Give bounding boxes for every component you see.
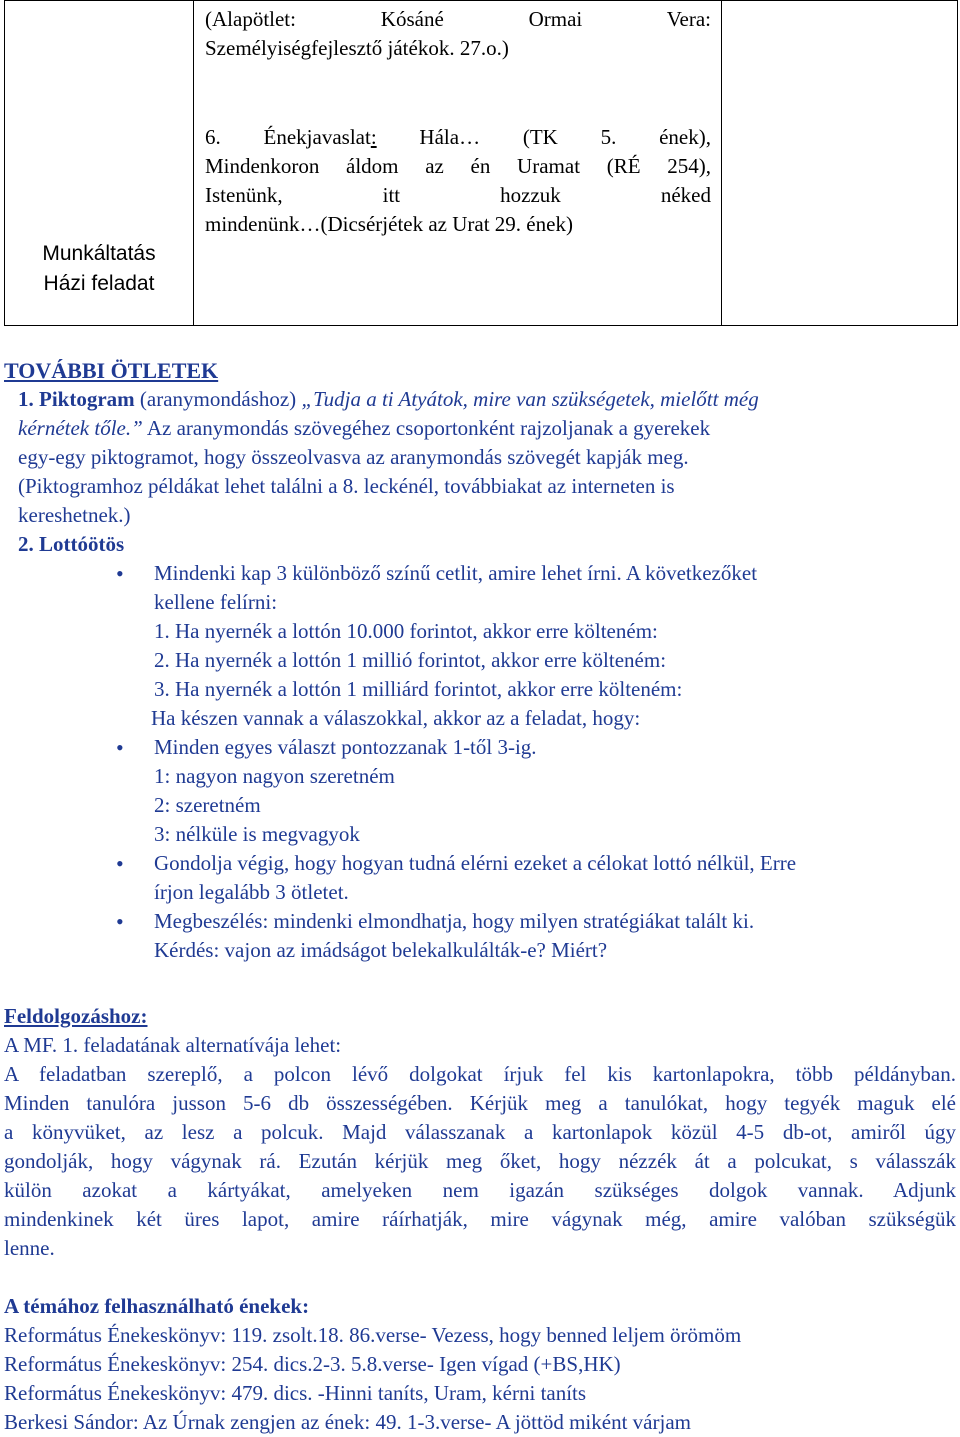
processing-heading: Feldolgozáshoz: — [4, 1004, 148, 1028]
score-2: 2: szeretném — [154, 793, 261, 817]
ideas-section — [4, 356, 956, 965]
label-hazi-feladat: Házi feladat — [43, 272, 155, 295]
processing-line-3: a könyvüket, az lesz a polcuk. Majd válasszanak a kartonlapok közül 4-5 db-ot, amiről úgy — [4, 1120, 956, 1144]
bullet-icon: • — [116, 909, 124, 934]
processing-line-4: gondolják, hogy vágynak rá. Ezután kérjük meg őket, hogy nézzék át a polcukat, s válasszák — [4, 1149, 956, 1173]
song-suggestion-colon: : — [370, 125, 377, 149]
item1-number: 1. — [18, 387, 34, 411]
lotto-question-3: 3. Ha nyernék a lottón 1 milliárd forintot, akkor erre költeném: — [154, 677, 683, 701]
song-1: Református Énekeskönyv: 119. zsolt.18. 86.verse- Vezess, hogy benned leljem örömöm — [4, 1323, 742, 1347]
processing-line-2: Minden tanulóra jusson 5-6 db összességében. Kérjük meg a tanulókat, hogy tegyék maguk elé — [4, 1091, 956, 1115]
songs-heading: A témához felhasználható énekek: — [4, 1294, 310, 1318]
table-column-divider — [193, 1, 194, 325]
processing-line-7: lenne. — [4, 1236, 55, 1260]
source-line-1: (Alapötlet: Kósáné Ormai Vera: — [205, 7, 711, 31]
song-suggestion-line-2: Mindenkoron áldom az én Uramat (RÉ 254), — [205, 154, 711, 178]
lotto-question-2: 2. Ha nyernék a lottón 1 millió forintot, akkor erre költeném: — [154, 648, 667, 672]
song-suggestion-rest: Hála… (TK 5. ének), — [376, 125, 711, 149]
ideas-heading: TOVÁBBI ÖTLETEK — [4, 358, 219, 383]
bullet-item-4 — [4, 907, 956, 965]
item1-quote-a: „Tudja a ti Atyátok, mire van szükségetek, mielőtt még — [301, 387, 759, 411]
songs-section — [4, 1292, 956, 1437]
table-middle-cell — [205, 5, 711, 239]
bullet-3-line-a: Gondolja végig, hogy hogyan tudná elérni ezeket a célokat lottó nélkül, Erre — [154, 851, 797, 875]
song-suggestion-line-4: mindenünk…(Dicsérjétek az Urat 29. ének) — [205, 212, 573, 236]
bullet-1-line-a: Mindenki kap 3 különböző színű cetlit, amire lehet írni. A következőket — [154, 561, 758, 585]
source-line-2: Személyiségfejlesztő játékok. 27.o.) — [205, 36, 509, 60]
table-column-divider — [721, 1, 722, 325]
processing-intro: A MF. 1. feladatának alternatívája lehet: — [4, 1033, 342, 1057]
bullet-item-2 — [4, 733, 956, 849]
lesson-table — [4, 0, 958, 326]
bullet-icon: • — [116, 735, 124, 760]
song-3: Református Énekeskönyv: 479. dics. -Hinni taníts, Uram, kérni taníts — [4, 1381, 587, 1405]
score-1: 1: nagyon nagyon szeretném — [154, 764, 395, 788]
item1-text-c: (Piktogramhoz példákat lehet találni a 8. leckénél, továbbiakat az interneten is — [18, 474, 675, 498]
bullet-2-line: Minden egyes választ pontozzanak 1-től 3-ig. — [154, 735, 537, 759]
bullet-4-line-b: Kérdés: vajon az imádságot belekalkulálták-e? Miért? — [154, 938, 608, 962]
lotto-question-1: 1. Ha nyernék a lottón 10.000 forintot, akkor erre költeném: — [154, 619, 658, 643]
item1-text-a: Az aranymondás szövegéhez csoportonként rajzoljanak a gyerekek — [142, 416, 711, 440]
processing-line-5: külön azokat a kártyákat, amelyeken nem igazán szükséges dolgok vannak. Adjunk — [4, 1178, 956, 1202]
after-list-text: Ha készen vannak a válaszokkal, akkor az a feladat, hogy: — [151, 706, 641, 730]
ideas-item-2 — [4, 530, 956, 559]
label-munkaltatas: Munkáltatás — [42, 242, 156, 265]
item1-quote-b: kérnétek tőle.” — [18, 416, 143, 440]
item1-paren: (aranymondáshoz) — [139, 387, 297, 411]
song-suggestion-line-1 — [205, 123, 711, 152]
song-2: Református Énekeskönyv: 254. dics.2-3. 5.8.verse- Igen vígad (+BS,HK) — [4, 1352, 621, 1376]
song-4: Berkesi Sándor: Az Úrnak zengjen az ének: 49. 1-3.verse- A jöttöd miként várjam — [4, 1410, 691, 1434]
item1-text-b: egy-egy piktogramot, hogy összeolvasva az aranymondás szövegét kapják meg. — [18, 445, 689, 469]
bullet-1-line-b: kellene felírni: — [154, 590, 278, 614]
item1-title: Piktogram — [39, 387, 135, 411]
bullet-icon: • — [116, 561, 124, 586]
bullet-4-line-a: Megbeszélés: mindenki elmondhatja, hogy milyen stratégiákat talált ki. — [154, 909, 755, 933]
item1-text-d: kereshetnek.) — [18, 503, 131, 527]
bullet-item-3 — [4, 849, 956, 907]
lotto-list — [4, 559, 956, 965]
item2-number: 2. — [18, 532, 34, 556]
processing-line-1: A feladatban szereplő, a polcon lévő dolgokat írjuk fel kis kartonlapokra, több példányban. — [4, 1062, 956, 1086]
table-left-cell — [5, 1, 193, 325]
item2-title: Lottóötös — [39, 532, 125, 556]
processing-section — [4, 1002, 956, 1263]
score-3: 3: nélküle is megvagyok — [154, 822, 360, 846]
song-suggestion-label: 6. Énekjavaslat — [205, 125, 371, 149]
bullet-icon: • — [116, 851, 124, 876]
ideas-item-1 — [4, 385, 956, 530]
bullet-3-line-b: írjon legalább 3 ötletet. — [154, 880, 349, 904]
processing-line-6: mindenkinek két üres lapot, amire ráírhatják, mire vágynak még, amire valóban szükségük — [4, 1207, 956, 1231]
bullet-item-1 — [4, 559, 956, 733]
song-suggestion-line-3: Istenünk, itt hozzuk néked — [205, 183, 711, 207]
